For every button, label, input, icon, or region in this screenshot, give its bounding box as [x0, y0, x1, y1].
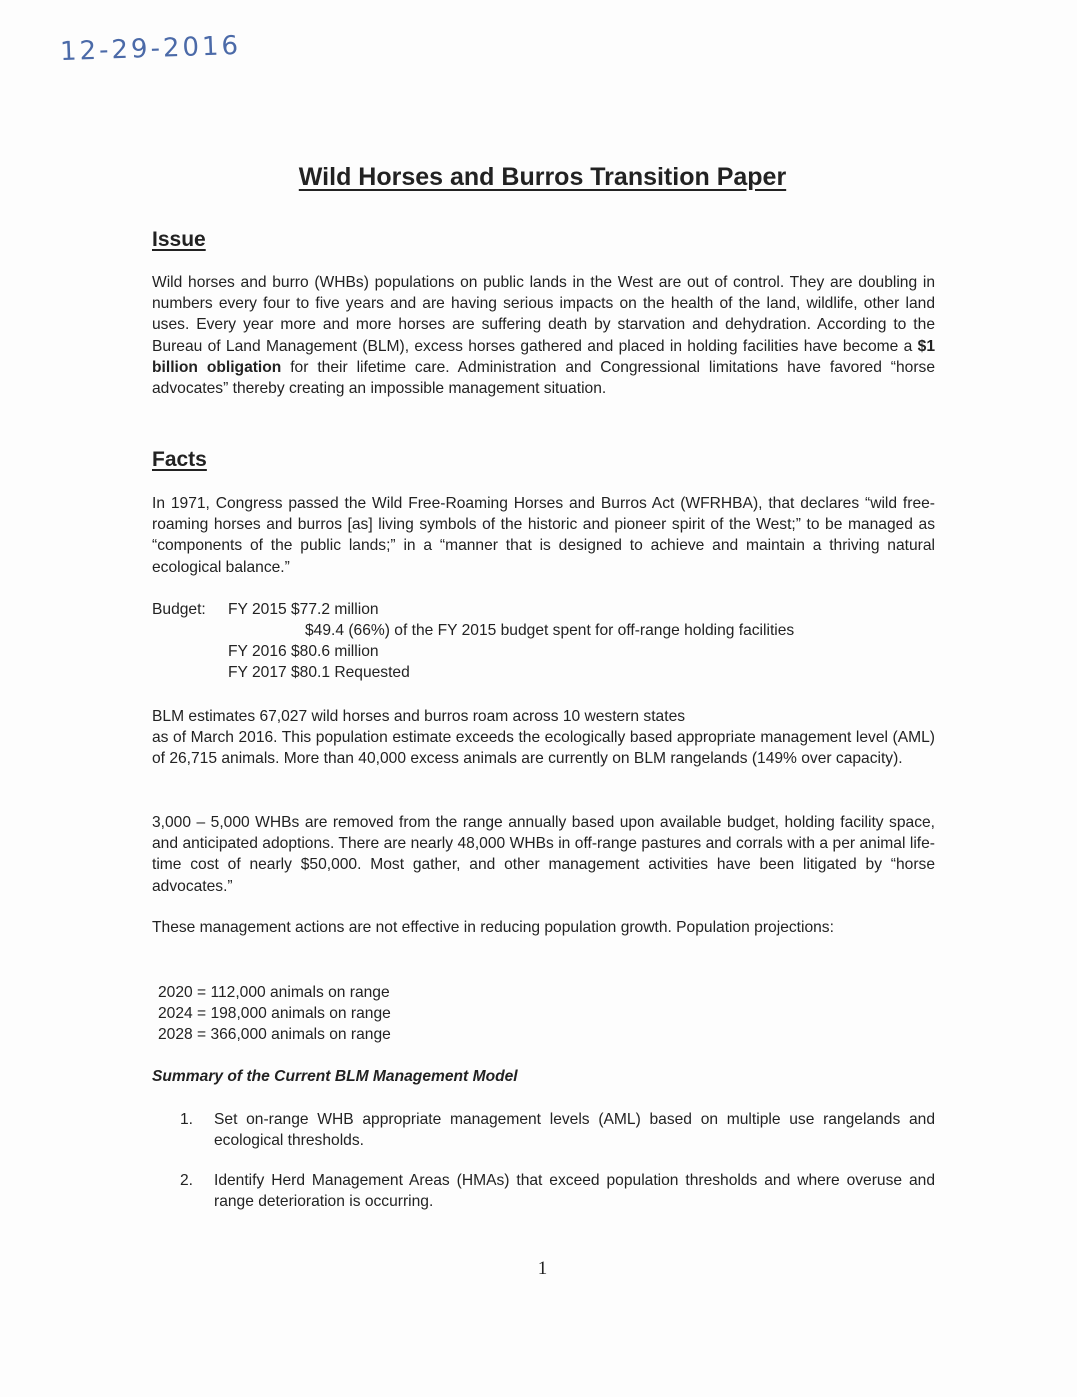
list-item [180, 1109, 935, 1151]
wfrhba-paragraph: In 1971, Congress passed the Wild Free-Roaming Horses and Burros Act (WFRHBA), that declares “wild free-roaming horses and burros [as] living symbols of the historic and pioneer spirit of the West;” to be managed as “components of the public lands;” in a “manner that is designed to achieve and maintain a thriving natural ecological balance.” [152, 495, 935, 576]
list-item-number: 2. [180, 1172, 194, 1189]
list-item [180, 1170, 935, 1212]
estimate-first-line: BLM estimates 67,027 wild horses and burros roam across 10 western states [152, 708, 686, 725]
facts-heading: Facts [152, 448, 207, 471]
issue-paragraph [152, 272, 935, 399]
projection-2020: 2020 = 112,000 animals on range [158, 984, 390, 1001]
issue-heading: Issue [152, 228, 206, 251]
projection-2028: 2028 = 366,000 animals on range [158, 1026, 391, 1043]
page-title: Wild Horses and Burros Transition Paper [298, 163, 787, 191]
budget-fy2017: FY 2017 $80.1 Requested [228, 664, 410, 681]
budget-fy2016: FY 2016 $80.6 million [228, 643, 379, 660]
page-number: 1 [537, 1258, 548, 1279]
estimate-paragraph: as of March 2016. This population estimate exceeds the ecologically based appropriate management level (AML) of 26,715 animals. More than 40,000 excess animals are currently on BLM rangelands (149% over capacity). [152, 729, 935, 768]
budget-label: Budget: [152, 601, 206, 618]
handwritten-date: 12-29-2016 [59, 30, 242, 68]
summary-heading: Summary of the Current BLM Management Model [152, 1068, 518, 1085]
issue-text-before: Wild horses and burro (WHBs) populations on public lands in the West are out of control. They are doubling in numbers every four to five years and are having serious impacts on the health of the land, wildlife, other land uses. Every year more and more horses are suffering death by starvation and dehydration. According to the Bureau of Land Management (BLM), excess horses gathered and placed in holding facilities have become a [152, 274, 935, 355]
issue-text-after: for their lifetime care. Administration and Congressional limitations have favored “horse advocates” thereby creating an impossible management situation. [152, 358, 935, 398]
projection-2024: 2024 = 198,000 animals on range [158, 1005, 391, 1022]
ineffective-paragraph: These management actions are not effective in reducing population growth. Population projections: [152, 919, 834, 936]
budget-fy2015: FY 2015 $77.2 million [228, 601, 379, 618]
issue-bold-obligation: $1 billion obligation [152, 337, 935, 376]
list-item-text: Set on-range WHB appropriate management levels (AML) based on multiple use rangelands and ecological thresholds. [214, 1111, 935, 1150]
list-item-text: Identify Herd Management Areas (HMAs) that exceed population thresholds and where overuse and range deterioration is occurring. [214, 1172, 935, 1211]
budget-fy2015-note: $49.4 (66%) of the FY 2015 budget spent for off-range holding facilities [305, 622, 795, 639]
list-item-number: 1. [180, 1111, 194, 1128]
removal-paragraph: 3,000 – 5,000 WHBs are removed from the range annually based upon available budget, holding facility space, and anticipated adoptions. There are nearly 48,000 WHBs in off-range pastures and corrals with a per animal life-time cost of nearly $50,000. Most gather, and other management activities have been litigated by “horse advocates.” [152, 814, 935, 895]
